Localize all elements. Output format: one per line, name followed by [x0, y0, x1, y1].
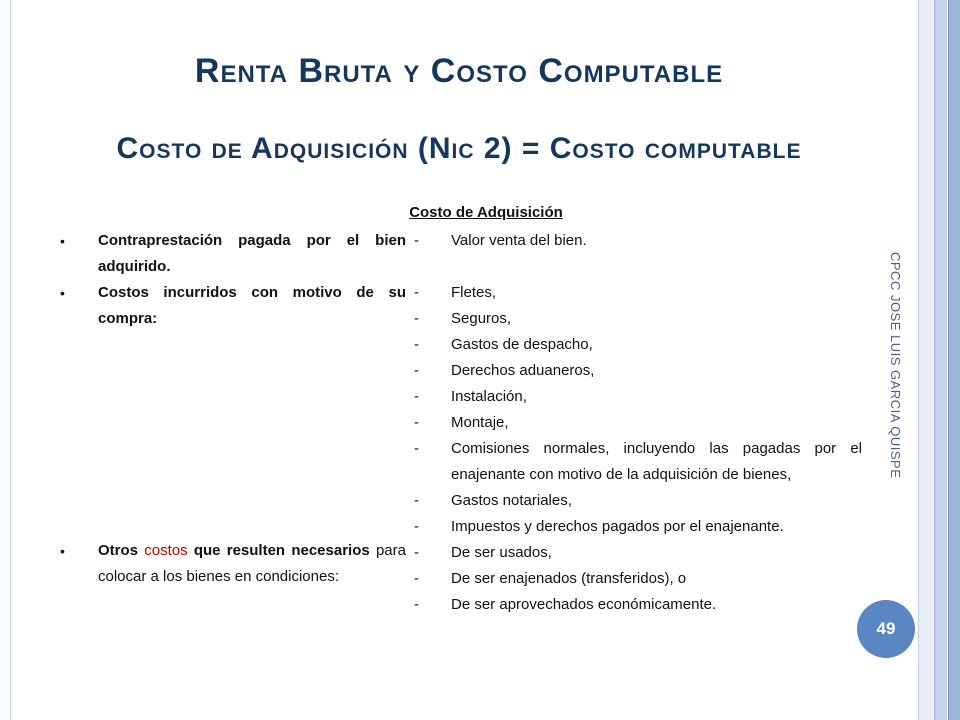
dash-marker: - [414, 492, 419, 509]
left-item-text-bold: que resulten necesarios [193, 542, 370, 559]
dash-marker: - [414, 414, 419, 431]
right-frame-stripes [918, 0, 960, 720]
dash-marker: - [414, 440, 419, 457]
dash-marker: - [414, 388, 419, 405]
dash-marker: - [414, 310, 419, 327]
left-item-text-bold: Otros [98, 542, 139, 559]
right-item-comisiones: Comisiones normales, incluyendo las pagadas por el enajenante con motivo de la adquisición de bienes, [451, 440, 862, 483]
right-item-montaje: Montaje, [451, 414, 509, 431]
slide-subtitle: Costo de Adquisición (Nic 2) = Costo computable [116, 132, 802, 165]
right-item-usados: De ser usados, [451, 544, 552, 561]
dash-marker: - [414, 336, 419, 353]
dash-marker: - [414, 284, 419, 301]
dash-marker: - [414, 544, 419, 561]
dash-marker: - [414, 362, 419, 379]
right-item-seguros: Seguros, [451, 310, 512, 327]
left-item-text [64, 538, 406, 590]
right-item-gastos-despacho: Gastos de despacho, [451, 336, 593, 353]
left-item-text: Costos incurridos con motivo de su compra: [98, 284, 406, 327]
dash-marker: - [414, 232, 419, 249]
left-item-otros-costos [60, 538, 406, 590]
right-item-fletes: Fletes, [451, 284, 497, 301]
frame-stripe [918, 0, 933, 720]
page-number-badge: 49 [857, 600, 915, 658]
side-author-label: CPCC JOSE LUIS GARCIA QUISPE [888, 252, 903, 479]
slide-title: Renta Bruta y Costo Computable [194, 52, 724, 90]
left-frame-border [0, 0, 11, 720]
dash-marker: - [414, 570, 419, 587]
left-item-costos-incurridos [60, 280, 406, 332]
dash-marker: - [414, 596, 419, 613]
right-item-aprovechados: De ser aprovechados económicamente. [451, 596, 717, 613]
bullet-icon: • [60, 543, 65, 559]
dash-marker: - [414, 518, 419, 535]
bullet-icon: • [60, 233, 65, 249]
right-item-gastos-notariales: Gastos notariales, [451, 492, 572, 509]
bullet-icon: • [60, 285, 65, 301]
left-item-text: Contraprestación pagada por el bien adquirido. [98, 232, 406, 275]
left-item-text-highlight: costos [144, 542, 188, 559]
frame-stripe [948, 0, 960, 720]
right-item-enajenados: De ser enajenados (transferidos), o [451, 570, 687, 587]
right-item-valor-venta: Valor venta del bien. [451, 232, 587, 249]
frame-stripe [934, 0, 947, 720]
left-item-contraprestacion [60, 228, 406, 280]
table-heading: Costo de Adquisición [409, 204, 563, 221]
right-item-derechos-aduaneros: Derechos aduaneros, [451, 362, 595, 379]
right-item-impuestos: Impuestos y derechos pagados por el enajenante. [451, 518, 784, 535]
left-item-text-regular: para colocar a los bienes en condiciones: [98, 542, 406, 585]
right-item-instalacion: Instalación, [451, 388, 527, 405]
